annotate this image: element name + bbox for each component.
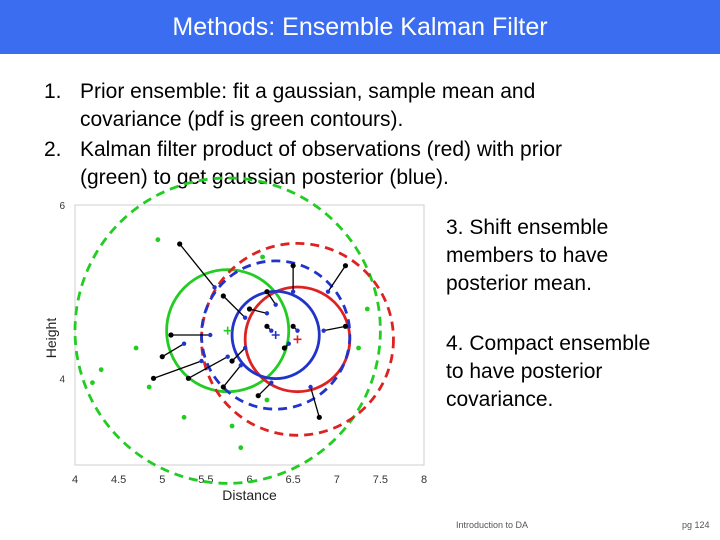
prior-sample-point <box>134 346 139 351</box>
ensemble-shift-line <box>180 244 215 287</box>
prior-sample-point <box>99 367 104 372</box>
prior-member-point <box>177 241 182 246</box>
ensemble-shift-line <box>162 344 184 357</box>
x-tick-label: 7.5 <box>372 474 389 486</box>
list-text-line1: Kalman filter product of observations (red) with prior <box>80 138 563 161</box>
x-tick-label: 6.5 <box>285 474 301 486</box>
prior-sample-point <box>182 415 187 420</box>
x-tick-label: 4 <box>71 474 79 486</box>
note-line: covariance. <box>446 388 554 411</box>
list-text-line2: covariance (pdf is green contours). <box>80 108 404 131</box>
prior-sample-point <box>260 255 265 260</box>
x-tick-label: 6 <box>246 474 253 486</box>
posterior-member-point <box>225 354 229 358</box>
x-tick-label: 7 <box>333 474 340 486</box>
list-number: 2. <box>44 138 62 161</box>
page-number: pg 124 <box>682 520 710 530</box>
prior-member-point <box>282 345 287 350</box>
posterior-member-point <box>243 346 247 350</box>
note-line: 4. Compact ensemble <box>446 332 651 355</box>
x-tick-label: 5.5 <box>198 474 214 486</box>
posterior-member-point <box>212 285 216 289</box>
note-line: posterior mean. <box>446 272 592 295</box>
prior-member-point <box>168 332 173 337</box>
prior-member-point <box>221 293 226 298</box>
prior-sample-point <box>147 385 152 390</box>
y-axis-label: Height <box>43 317 59 359</box>
posterior-member-point <box>243 315 247 319</box>
ensemble-shift-line <box>188 357 227 379</box>
posterior-member-point <box>291 289 295 293</box>
prior-member-point <box>317 415 322 420</box>
ensemble-shift-line <box>258 383 271 396</box>
prior-sample-point <box>265 398 270 403</box>
y-tick-label: 6 <box>59 201 65 212</box>
posterior-member-point <box>199 359 203 363</box>
prior-sample-point <box>238 445 243 450</box>
posterior-member-point <box>239 363 243 367</box>
prior-sample-point <box>356 346 361 351</box>
prior-member-point <box>247 306 252 311</box>
prior-member-point <box>264 324 269 329</box>
ensemble-shift-line <box>328 266 345 292</box>
prior-member-point <box>264 289 269 294</box>
posterior-member-point <box>273 302 277 306</box>
ensemble-shift-line <box>223 365 240 387</box>
posterior-member-point <box>269 380 273 384</box>
prior-member-point <box>229 358 234 363</box>
list-text-line1: Prior ensemble: fit a gaussian, sample mean and <box>80 80 536 103</box>
prior-member-point <box>343 263 348 268</box>
posterior-member-point <box>326 289 330 293</box>
prior-sample-point <box>230 424 235 429</box>
x-tick-label: 8 <box>420 474 428 486</box>
note-line: members to have <box>446 244 609 267</box>
list-number: 1. <box>44 80 62 103</box>
x-tick-label: 4.5 <box>110 474 127 486</box>
y-tick-label: 4 <box>59 374 65 386</box>
prior-member-point <box>291 263 296 268</box>
prior-sample-point <box>90 380 95 385</box>
posterior-member-point <box>182 341 186 345</box>
prior-member-point <box>151 376 156 381</box>
posterior-member-point <box>208 333 212 337</box>
posterior-member-point <box>321 328 325 332</box>
prior-mean-marker <box>224 327 232 335</box>
prior-sample-point <box>155 237 160 242</box>
note-line: 3. Shift ensemble <box>446 216 609 239</box>
posterior-member-point <box>295 328 299 332</box>
prior-member-point <box>160 354 165 359</box>
prior-member-point <box>343 324 348 329</box>
note-line: to have posterior <box>446 360 603 383</box>
slide-title: Methods: Ensemble Kalman Filter <box>172 12 548 41</box>
x-tick-label: 5 <box>159 474 166 486</box>
plot-frame <box>75 205 424 465</box>
posterior-member-point <box>287 341 291 345</box>
prior-member-point <box>256 393 261 398</box>
posterior-member-point <box>269 328 273 332</box>
prior-member-point <box>221 384 226 389</box>
posterior-member-point <box>265 311 269 315</box>
posterior-member-point <box>308 385 312 389</box>
observation-mean-marker <box>293 335 301 343</box>
ensemble-shift-line <box>311 387 320 417</box>
footer-left: Introduction to DA <box>456 520 529 530</box>
ensemble-shift-line <box>324 326 346 330</box>
prior-sample-point <box>365 307 370 312</box>
prior-member-point <box>186 376 191 381</box>
prior-member-point <box>291 324 296 329</box>
x-axis-label: Distance <box>222 487 277 503</box>
list-text-line2: (green) to get gaussian posterior (blue). <box>80 166 449 189</box>
